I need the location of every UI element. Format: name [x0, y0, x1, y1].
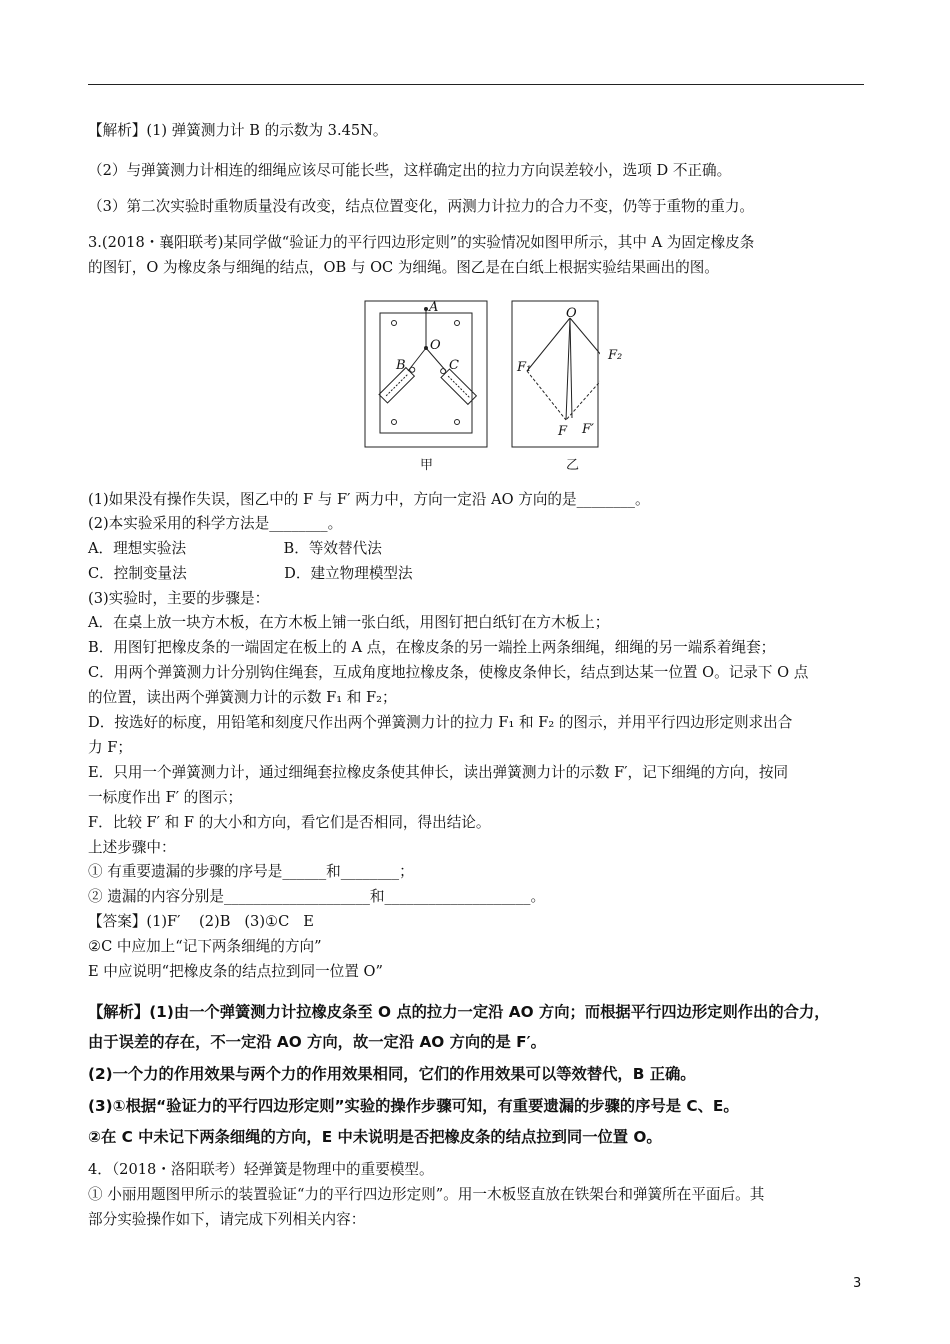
analysis-line: 【解析】(1)由一个弹簧测力计拉橡皮条至 O 点的拉力一定沿 AO 方向；而根据平行四边形定则作出的合力， [88, 1003, 830, 1021]
figure-diagrams [360, 298, 600, 468]
text-line: (2)本实验采用的科学方法是________。 [88, 515, 343, 532]
text-line: F．比较 F′ 和 F 的大小和方向，看它们是否相同，得出结论。 [88, 814, 491, 831]
caption-yi: 乙 [566, 458, 580, 473]
page-number: 3 [853, 1276, 862, 1291]
text-line: ② 遗漏的内容分别是____________________和____________________。 [88, 888, 546, 905]
label-F-prime: F′ [582, 422, 594, 437]
text-line: (1)如果没有操作失误，图乙中的 F 与 F′ 两力中，方向一定沿 AO 方向的是________。 [88, 491, 650, 508]
analysis-line: (3)①根据“验证力的平行四边形定则”实验的操作步骤可知，有重要遗漏的步骤的序号是 C、E。 [88, 1097, 739, 1115]
text-line: ① 有重要遗漏的步骤的序号是______和________； [88, 863, 414, 880]
text-line: B．用图钉把橡皮条的一端固定在板上的 A 点，在橡皮条的另一端拴上两条细绳，细绳的另一端系着绳套； [88, 639, 776, 656]
label-O-left: O [430, 338, 441, 353]
label-F2: F₂ [608, 348, 623, 363]
label-A: A [429, 300, 439, 315]
label-C: C [449, 358, 459, 373]
text-line: （2）与弹簧测力计相连的细绳应该尽可能长些，这样确定出的拉力方向误差较小，选项 D 不正确。 [88, 162, 732, 179]
text-line: 的图钉，O 为橡皮条与细绳的结点，OB 与 OC 为细绳。图乙是在白纸上根据实验结果画出的图。 [88, 259, 719, 276]
label-F1: F₁ [517, 360, 532, 375]
board-diagram-left [365, 301, 487, 447]
text-line: 上述步骤中： [88, 839, 176, 856]
caption-jia: 甲 [420, 458, 434, 473]
text-line: A．在桌上放一块方木板，在方木板上铺一张白纸，用图钉把白纸钉在方木板上； [88, 614, 610, 631]
text-line: （3）第二次实验时重物质量没有改变，结点位置变化，两测力计拉力的合力不变，仍等于重物的重力。 [88, 198, 755, 215]
text-line: ① 小丽用题图甲所示的装置验证“力的平行四边形定则”。用一木板竖直放在铁架台和弹簧所在平面后。其 [88, 1186, 765, 1203]
text-line: 3.(2018・襄阳联考)某同学做“验证力的平行四边形定则”的实验情况如图甲所示，其中 A 为固定橡皮条 [88, 234, 755, 251]
analysis-line: ②在 C 中未记下两条细绳的方向，E 中未说明是否把橡皮条的结点拉到同一位置 O。 [88, 1128, 662, 1146]
label-F: F [558, 424, 568, 439]
analysis-line: (2)一个力的作用效果与两个力的作用效果相同，它们的作用效果可以等效替代，B 正确。 [88, 1065, 696, 1083]
label-B: B [396, 358, 406, 373]
text-line: D．按选好的标度，用铅笔和刻度尺作出两个弹簧测力计的拉力 F₁ 和 F₂ 的图示，并用平行四边形定则求出合 [88, 714, 793, 731]
answer-line: E 中应说明“把橡皮条的结点拉到同一位置 O” [88, 963, 383, 980]
text-line: 【解析】(1) 弹簧测力计 B 的示数为 3.45N。 [88, 122, 388, 139]
text-line: C．用两个弹簧测力计分别钩住绳套，互成角度地拉橡皮条，使橡皮条伸长，结点到达某一位置 O。记录下 O 点 [88, 664, 809, 681]
answer-line: 【答案】(1)F′ (2)B (3)①C E [88, 913, 314, 930]
answer-line: ②C 中应加上“记下两条细绳的方向” [88, 938, 322, 955]
text-line: 部分实验操作如下，请完成下列相关内容： [88, 1211, 366, 1228]
text-line: 一标度作出 F′ 的图示； [88, 789, 243, 806]
label-O-right: O [566, 306, 577, 321]
text-line: 力 F； [88, 739, 132, 756]
text-line: (3)实验时，主要的步骤是： [88, 590, 270, 607]
text-line: 的位置，读出两个弹簧测力计的示数 F₁ 和 F₂； [88, 689, 397, 706]
analysis-line: 由于误差的存在，不一定沿 AO 方向，故一定沿 AO 方向的是 F′。 [88, 1033, 546, 1051]
text-line: A．理想实验法 B．等效替代法 [88, 540, 382, 557]
text-line: C．控制变量法 D．建立物理模型法 [88, 565, 413, 582]
text-line: E．只用一个弹簧测力计，通过细绳套拉橡皮条使其伸长，读出弹簧测力计的示数 F′，记下细绳的方向，按同 [88, 764, 789, 781]
text-line: 4．（2018・洛阳联考）轻弹簧是物理中的重要模型。 [88, 1161, 434, 1178]
header-rule [88, 84, 864, 85]
